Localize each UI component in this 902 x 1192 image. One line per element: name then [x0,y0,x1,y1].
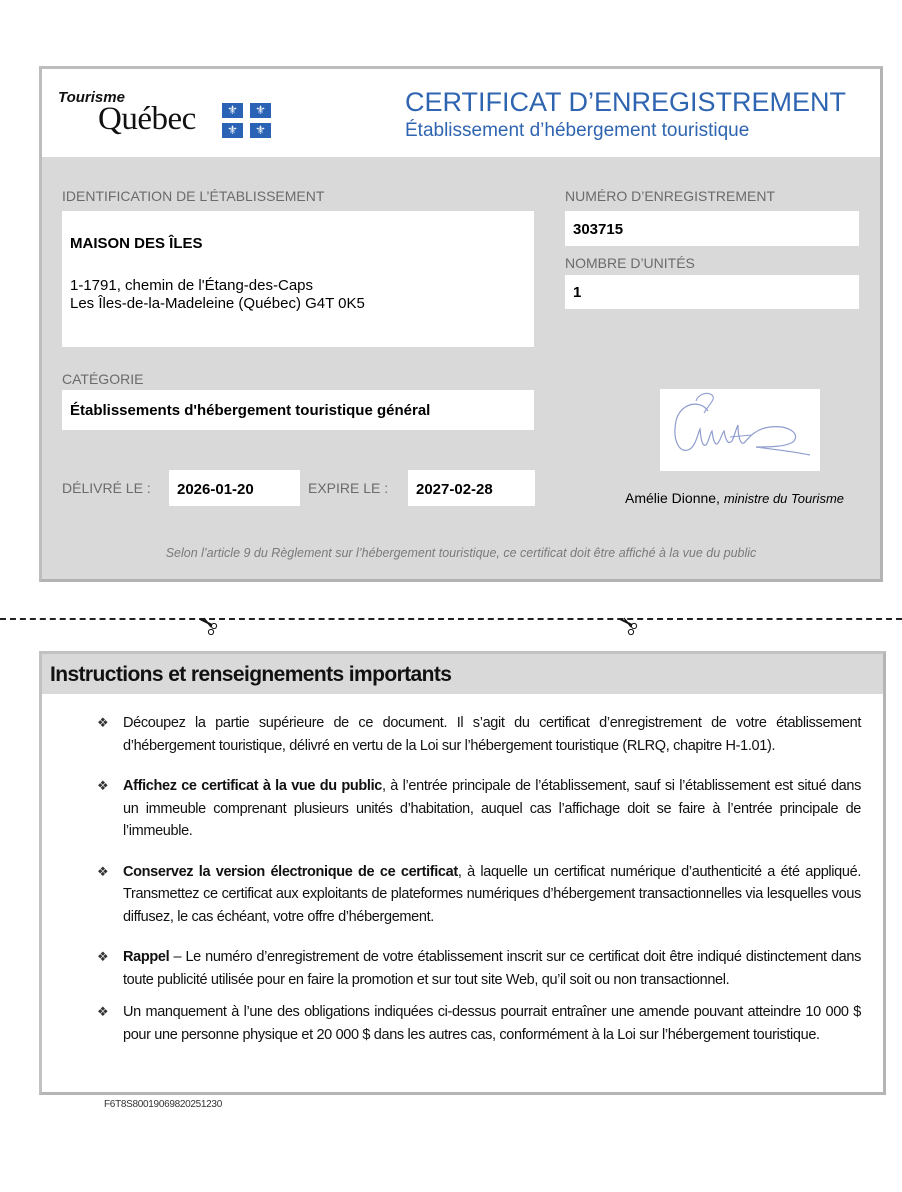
instructions-title: Instructions et renseignements importants [50,663,452,686]
diamond-bullet-icon: ❖ [97,715,109,730]
registration-number-box [565,211,859,246]
certificate-title: CERTIFICAT D’ENREGISTREMENT [405,87,847,117]
logo-quebec-text: Québec [98,101,196,137]
certificate-footer-note [42,546,880,560]
issued-date-label: DÉLIVRÉ LE : [62,480,151,496]
certificate-subtitle: Établissement d’hébergement touristique [405,120,750,141]
footer-note-text: Selon l’article 9 du Règlement sur l’hébergement touristique, ce certificat doit être affiché à la vue du public [165,546,757,560]
item-text: Un manquement à l’une des obligations indiquées ci-dessus pourrait entraîner une amende pouvant atteindre 10 000 $ pour une personne physique et 20 000 $ dans les autres cas, conformément à la Loi sur l’hébergement touristique. [123,1004,861,1043]
identification-label: IDENTIFICATION DE L’ÉTABLISSEMENT [62,188,325,204]
units-value: 1 [573,284,582,301]
category-value: Établissements d'hébergement touristique général [70,402,431,419]
establishment-name: MAISON DES ÎLES [70,235,203,252]
instructions-header [42,654,883,694]
item-bold-text: Rappel [123,949,170,965]
address-line-2: Les Îles-de-la-Madeleine (Québec) G4T 0K5 [70,295,365,312]
instructions-panel [39,651,886,1095]
fleur-de-lis-icon: ⚜ [222,103,243,118]
expiry-date-label: EXPIRE LE : [308,480,389,496]
units-label: NOMBRE D’UNITÉS [565,255,695,271]
issued-date-box [169,470,300,506]
registration-number-label: NUMÉRO D’ENREGISTREMENT [565,188,776,204]
identification-box [62,211,534,347]
item-bold-text: Affichez ce certificat à la vue du public [123,778,382,794]
instructions-list [97,712,861,1046]
list-item [97,946,861,991]
signature-box [660,389,820,471]
list-item [97,861,861,929]
scissors-icon [198,615,220,637]
item-text: Découpez la partie supérieure de ce document. Il s’agit du certificat d’enregistrement de votre établissement d’hébergement touristique, délivré en vertu de la Loi sur l’hébergement touristique (RLRQ, chapitre H-1.01). [123,715,861,754]
category-label: CATÉGORIE [62,371,144,387]
signatory-name: Amélie Dionne, [625,490,720,506]
certificate-header [42,69,880,157]
item-text: , à l’entrée principale de l’établissement, sauf si l’établissement est situé dans un immeuble comprenant plusieurs unités d’habitation, auquel cas l’affichage doit se faire à l’entrée principale de l’immeuble. [123,778,861,839]
diamond-bullet-icon: ❖ [97,1004,109,1019]
signatory-title: ministre du Tourisme [723,491,845,506]
logo-tourisme-text: Tourisme [58,89,125,106]
item-bold-text: Conservez la version électronique de ce certificat [123,863,458,880]
registration-certificate [39,66,883,582]
list-item [97,1001,861,1046]
fleur-de-lis-icon: ⚜ [250,123,271,138]
address-line-1: 1-1791, chemin de l'Étang-des-Caps [70,277,314,294]
issued-date: 2026-01-20 [177,481,254,498]
expiry-date-box [408,470,535,506]
establishment-address [70,277,365,313]
units-box [565,275,859,309]
fleur-de-lis-icon: ⚜ [222,123,243,138]
cut-line-divider [0,618,902,620]
item-text: – Le numéro d’enregistrement de votre établissement inscrit sur ce certificat doit être indiqué distinctement dans toute publicité utilisée pour en faire la promotion et sur tout site Web, qu’il soit ou non transactionnel. [123,949,861,988]
category-box [62,390,534,430]
list-item [97,712,861,757]
diamond-bullet-icon: ❖ [97,949,109,964]
item-text: , à laquelle un certificat numérique d’authenticité a été appliqué. Transmettez ce certificat aux exploitants de plateformes numériques d’hébergement transactionnelles via lesquelles vous diffusez, le cas échéant, votre offre d’hébergement. [123,863,861,925]
fleur-de-lis-icon: ⚜ [250,103,271,118]
quebec-flag-icon [222,103,272,139]
registration-number: 303715 [573,221,624,238]
scissors-icon [618,615,640,637]
signature-icon [660,389,820,471]
diamond-bullet-icon: ❖ [97,863,109,879]
expiry-date: 2027-02-28 [416,481,493,498]
list-item [97,775,861,843]
signatory [625,490,844,506]
document-code: F6T8S80019069820251230 [104,1099,222,1110]
diamond-bullet-icon: ❖ [97,778,109,793]
